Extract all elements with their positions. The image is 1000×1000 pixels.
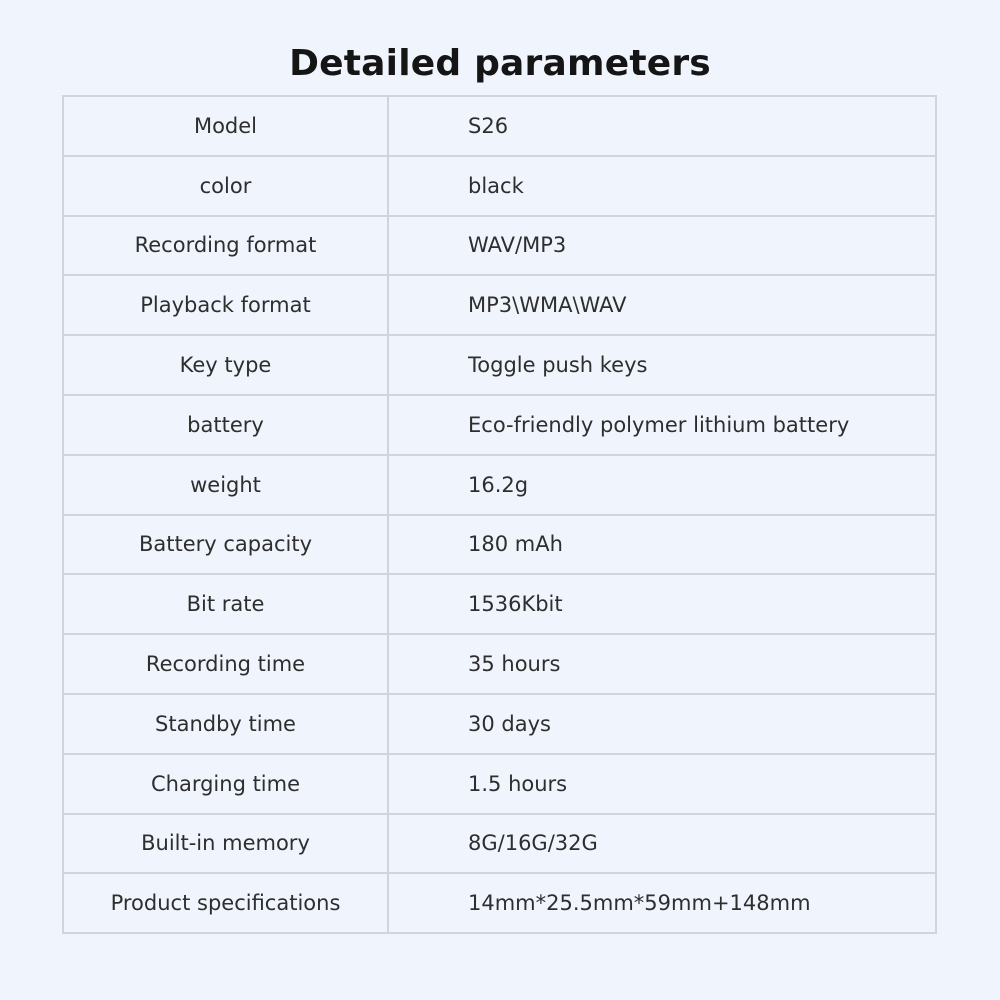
table-row <box>63 395 936 455</box>
parameter-label: weight <box>63 455 388 515</box>
table-row <box>63 96 936 156</box>
table-row <box>63 335 936 395</box>
parameter-value: 35 hours <box>388 634 936 694</box>
parameter-value: 30 days <box>388 694 936 754</box>
parameter-value: WAV/MP3 <box>388 216 936 276</box>
parameter-value: MP3\WMA\WAV <box>388 275 936 335</box>
table-row <box>63 634 936 694</box>
parameter-value: 1536Kbit <box>388 574 936 634</box>
parameter-value: 14mm*25.5mm*59mm+148mm <box>388 873 936 933</box>
parameter-label: Battery capacity <box>63 515 388 575</box>
parameter-label: Recording time <box>63 634 388 694</box>
table-row <box>63 814 936 874</box>
parameter-value: Eco-friendly polymer lithium battery <box>388 395 936 455</box>
parameter-label: battery <box>63 395 388 455</box>
parameter-label: Built-in memory <box>63 814 388 874</box>
table-row <box>63 574 936 634</box>
table-row <box>63 275 936 335</box>
parameter-value: S26 <box>388 96 936 156</box>
table-row <box>63 694 936 754</box>
parameter-label: color <box>63 156 388 216</box>
table-row <box>63 156 936 216</box>
table-row <box>63 515 936 575</box>
parameter-label: Bit rate <box>63 574 388 634</box>
parameter-value: 16.2g <box>388 455 936 515</box>
table-row <box>63 754 936 814</box>
page-title: Detailed parameters <box>289 43 711 84</box>
parameter-label: Recording format <box>63 216 388 276</box>
parameter-label: Product specifications <box>63 873 388 933</box>
parameter-label: Key type <box>63 335 388 395</box>
parameter-label: Model <box>63 96 388 156</box>
parameter-label: Charging time <box>63 754 388 814</box>
parameter-label: Standby time <box>63 694 388 754</box>
parameter-value: 8G/16G/32G <box>388 814 936 874</box>
parameter-label: Playback format <box>63 275 388 335</box>
table-row <box>63 455 936 515</box>
parameter-value: Toggle push keys <box>388 335 936 395</box>
parameter-value: 180 mAh <box>388 515 936 575</box>
parameter-value: 1.5 hours <box>388 754 936 814</box>
parameters-table <box>62 95 937 934</box>
parameter-value: black <box>388 156 936 216</box>
table-row <box>63 873 936 933</box>
table-row <box>63 216 936 276</box>
